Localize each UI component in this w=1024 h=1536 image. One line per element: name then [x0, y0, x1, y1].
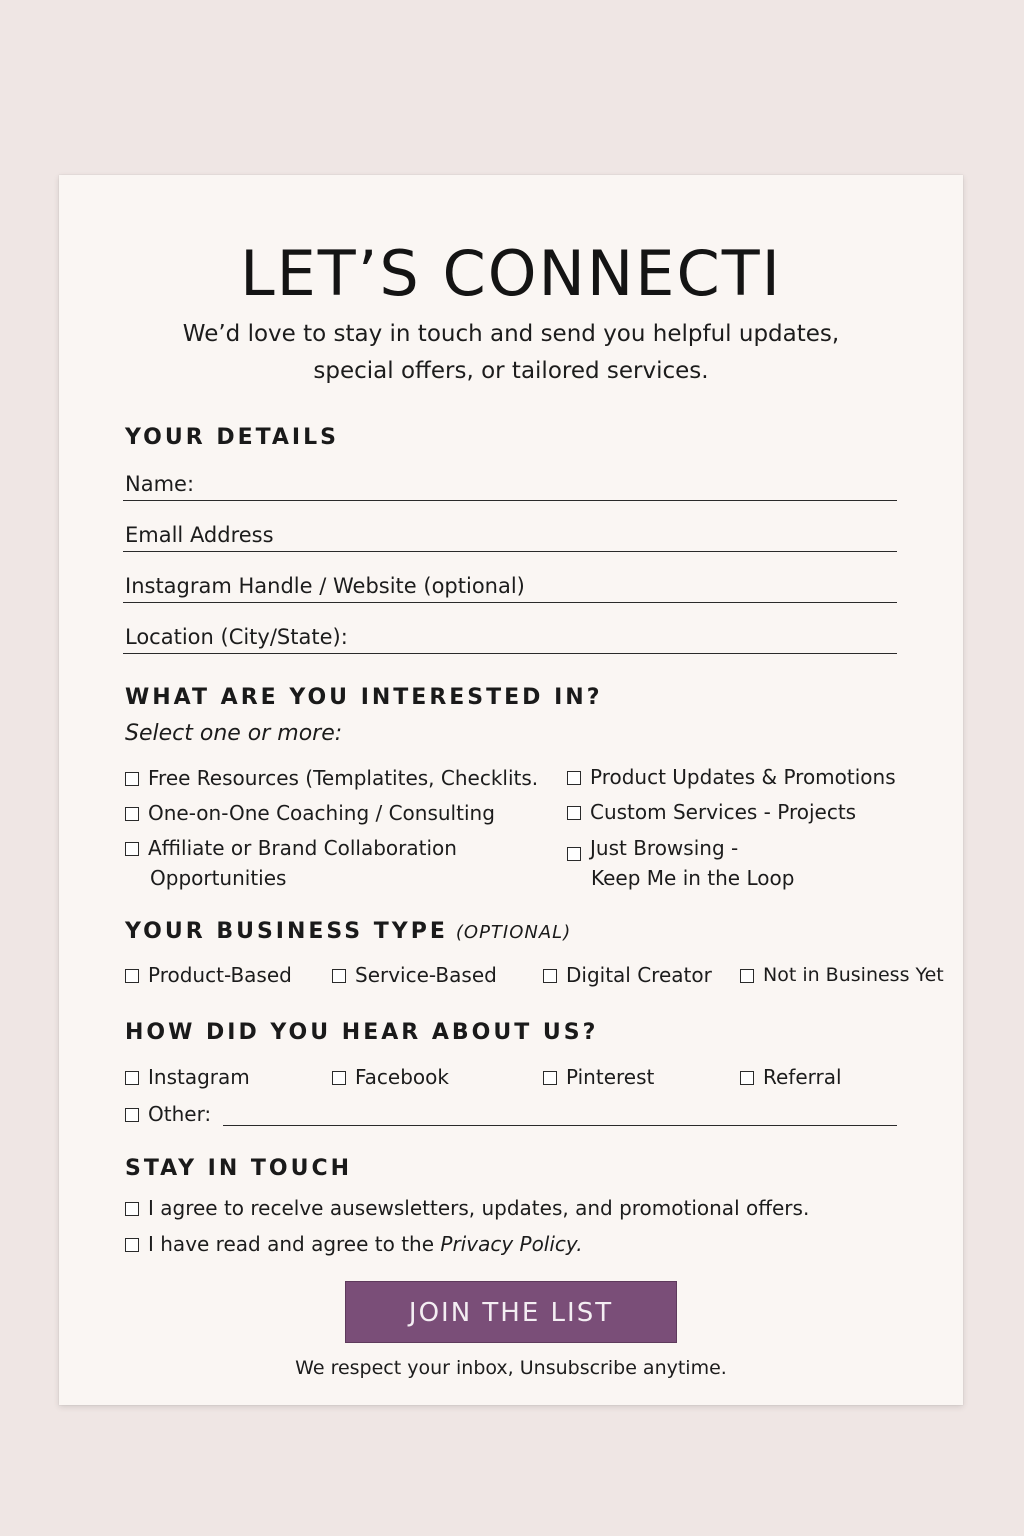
instagram-field-line[interactable] [123, 602, 897, 603]
instagram-field-label: Instagram Handle / Website (optional) [125, 574, 525, 598]
interest-free-resources[interactable]: Free Resources (Templatites, Checklits. [125, 767, 538, 793]
name-field-label: Name: [125, 472, 195, 496]
checkbox-icon[interactable] [125, 1202, 139, 1216]
interest-product-updates[interactable]: Product Updates & Promotions [567, 766, 896, 792]
email-field-line[interactable] [123, 551, 897, 552]
agree-newsletter[interactable]: I agree to recelve ausewsletters, updates, and promotional offers. [125, 1197, 809, 1223]
checkbox-icon[interactable] [125, 772, 139, 786]
interest-coaching[interactable]: One-on-One Coaching / Consulting [125, 802, 495, 828]
checkbox-icon[interactable] [567, 847, 581, 861]
business-product-based[interactable]: Product-Based [125, 964, 292, 990]
hear-pinterest[interactable]: Pinterest [543, 1066, 654, 1092]
section-heading-details: YOUR DETAILS [125, 425, 339, 450]
intro-line-2: special offers, or tailored services. [313, 358, 709, 384]
checkbox-icon[interactable] [125, 807, 139, 821]
checkbox-icon[interactable] [332, 969, 346, 983]
optional-tag: (OPTIONAL) [455, 922, 572, 943]
checkbox-icon[interactable] [125, 969, 139, 983]
hear-other[interactable]: Other: [125, 1103, 211, 1129]
agree-privacy-text: I have read and agree to the [148, 1232, 441, 1256]
checkbox-icon[interactable] [567, 771, 581, 785]
interest-affiliate-line-2: Opportunities [150, 866, 287, 890]
checkbox-icon[interactable] [567, 806, 581, 820]
section-heading-stay: STAY IN TOUCH [125, 1156, 353, 1181]
hear-facebook[interactable]: Facebook [332, 1066, 449, 1092]
interests-note: Select one or more: [125, 721, 343, 746]
section-heading-hear: HOW DID YOU HEAR ABOUT US? [125, 1020, 599, 1045]
checkbox-icon[interactable] [740, 969, 754, 983]
section-heading-business: YOUR BUSINESS TYPE (OPTIONAL) [125, 919, 572, 944]
checkbox-icon[interactable] [543, 1071, 557, 1085]
checkbox-icon[interactable] [543, 969, 557, 983]
business-digital-creator[interactable]: Digital Creator [543, 964, 712, 990]
checkbox-icon[interactable] [125, 1238, 139, 1252]
join-list-button[interactable]: JOIN THE LIST [345, 1281, 677, 1343]
interest-just-browsing-line-2: Keep Me in the Loop [591, 866, 795, 890]
checkbox-icon[interactable] [740, 1071, 754, 1085]
hear-instagram[interactable]: Instagram [125, 1066, 250, 1092]
section-heading-interests: WHAT ARE YOU INTERESTED IN? [125, 685, 603, 710]
signup-card [59, 175, 963, 1405]
checkbox-icon[interactable] [125, 842, 139, 856]
checkbox-icon[interactable] [332, 1071, 346, 1085]
location-field-label: Location (City/State): [125, 625, 348, 649]
name-field-line[interactable] [123, 500, 897, 501]
interest-custom-services[interactable]: Custom Services - Projects [567, 801, 856, 827]
interest-just-browsing[interactable]: Just Browsing - [567, 837, 738, 863]
business-not-yet[interactable]: Not in Business Yet [740, 964, 944, 990]
checkbox-icon[interactable] [125, 1071, 139, 1085]
other-field-line[interactable] [223, 1125, 897, 1126]
intro-line-1: We’d love to stay in touch and send you helpful updates, [182, 321, 840, 347]
agree-privacy[interactable] [125, 1233, 583, 1259]
business-service-based[interactable]: Service-Based [332, 964, 497, 990]
privacy-policy-link[interactable]: Privacy Policy. [440, 1232, 583, 1256]
email-field-label: Emall Address [125, 523, 274, 547]
interest-affiliate[interactable]: Affiliate or Brand Collaboration [125, 837, 457, 863]
location-field-line[interactable] [123, 653, 897, 654]
footer-note: We respect your inbox, Unsubscribe anytime. [295, 1357, 727, 1379]
checkbox-icon[interactable] [125, 1108, 139, 1122]
page-title: LET’S CONNECTI [240, 237, 782, 310]
hear-referral[interactable]: Referral [740, 1066, 842, 1092]
